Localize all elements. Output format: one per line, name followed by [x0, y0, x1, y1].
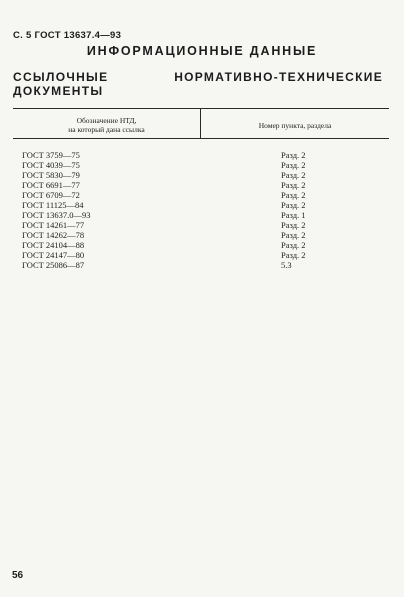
table-row — [0, 210, 404, 220]
table-row — [0, 250, 404, 260]
section-reference: Разд. 2 — [281, 190, 306, 200]
document-designation: ГОСТ 24104—88 — [22, 240, 85, 250]
document-designation: ГОСТ 25086—87 — [22, 260, 85, 270]
section-reference: Разд. 2 — [281, 160, 306, 170]
section-reference: Разд. 1 — [281, 210, 306, 220]
document-designation: ГОСТ 24147—80 — [22, 250, 85, 260]
column-header-document-line2: на который дана ссылка — [68, 125, 145, 134]
table-row — [0, 190, 404, 200]
section-reference: Разд. 2 — [281, 240, 306, 250]
table-row — [0, 230, 404, 240]
section-reference: Разд. 2 — [281, 170, 306, 180]
document-designation: ГОСТ 14262—78 — [22, 230, 85, 240]
table-row — [0, 170, 404, 180]
table-header-rule — [13, 138, 389, 139]
section-reference: Разд. 2 — [281, 200, 306, 210]
table-row — [0, 240, 404, 250]
table-row — [0, 260, 404, 270]
document-designation: ГОСТ 4039—75 — [22, 160, 80, 170]
column-header-reference: Номер пункта, раздела — [258, 121, 332, 130]
page-number: 56 — [12, 570, 24, 581]
table-top-rule — [13, 108, 389, 109]
section-reference: Разд. 2 — [281, 220, 306, 230]
table-row — [0, 220, 404, 230]
document-designation: ГОСТ 3759—75 — [22, 150, 80, 160]
document-designation: ГОСТ 13637.0—93 — [22, 210, 91, 220]
section-title: ИНФОРМАЦИОННЫЕ ДАННЫЕ — [86, 44, 318, 58]
table-body — [0, 150, 404, 270]
section-reference: Разд. 2 — [281, 150, 306, 160]
section-reference: 5.3 — [281, 260, 292, 270]
document-designation: ГОСТ 6691—77 — [22, 180, 80, 190]
section-reference: Разд. 2 — [281, 180, 306, 190]
document-designation: ГОСТ 5830—79 — [22, 170, 80, 180]
table-row — [0, 150, 404, 160]
document-designation: ГОСТ 14261—77 — [22, 220, 85, 230]
document-designation: ГОСТ 6709—72 — [22, 190, 80, 200]
section-reference: Разд. 2 — [281, 250, 306, 260]
section-reference: Разд. 2 — [281, 230, 306, 240]
document-designation: ГОСТ 11125—84 — [22, 200, 84, 210]
table-row — [0, 200, 404, 210]
document-subtitle: ССЫЛОЧНЫЕ НОРМАТИВНО-ТЕХНИЧЕСКИЕ ДОКУМЕНТЫ — [13, 70, 383, 98]
column-header-document — [13, 116, 200, 134]
column-header-document-line1: Обозначение НТД, — [76, 116, 137, 125]
table-row — [0, 180, 404, 190]
page-header: С. 5 ГОСТ 13637.4—93 — [13, 30, 122, 41]
table-row — [0, 160, 404, 170]
